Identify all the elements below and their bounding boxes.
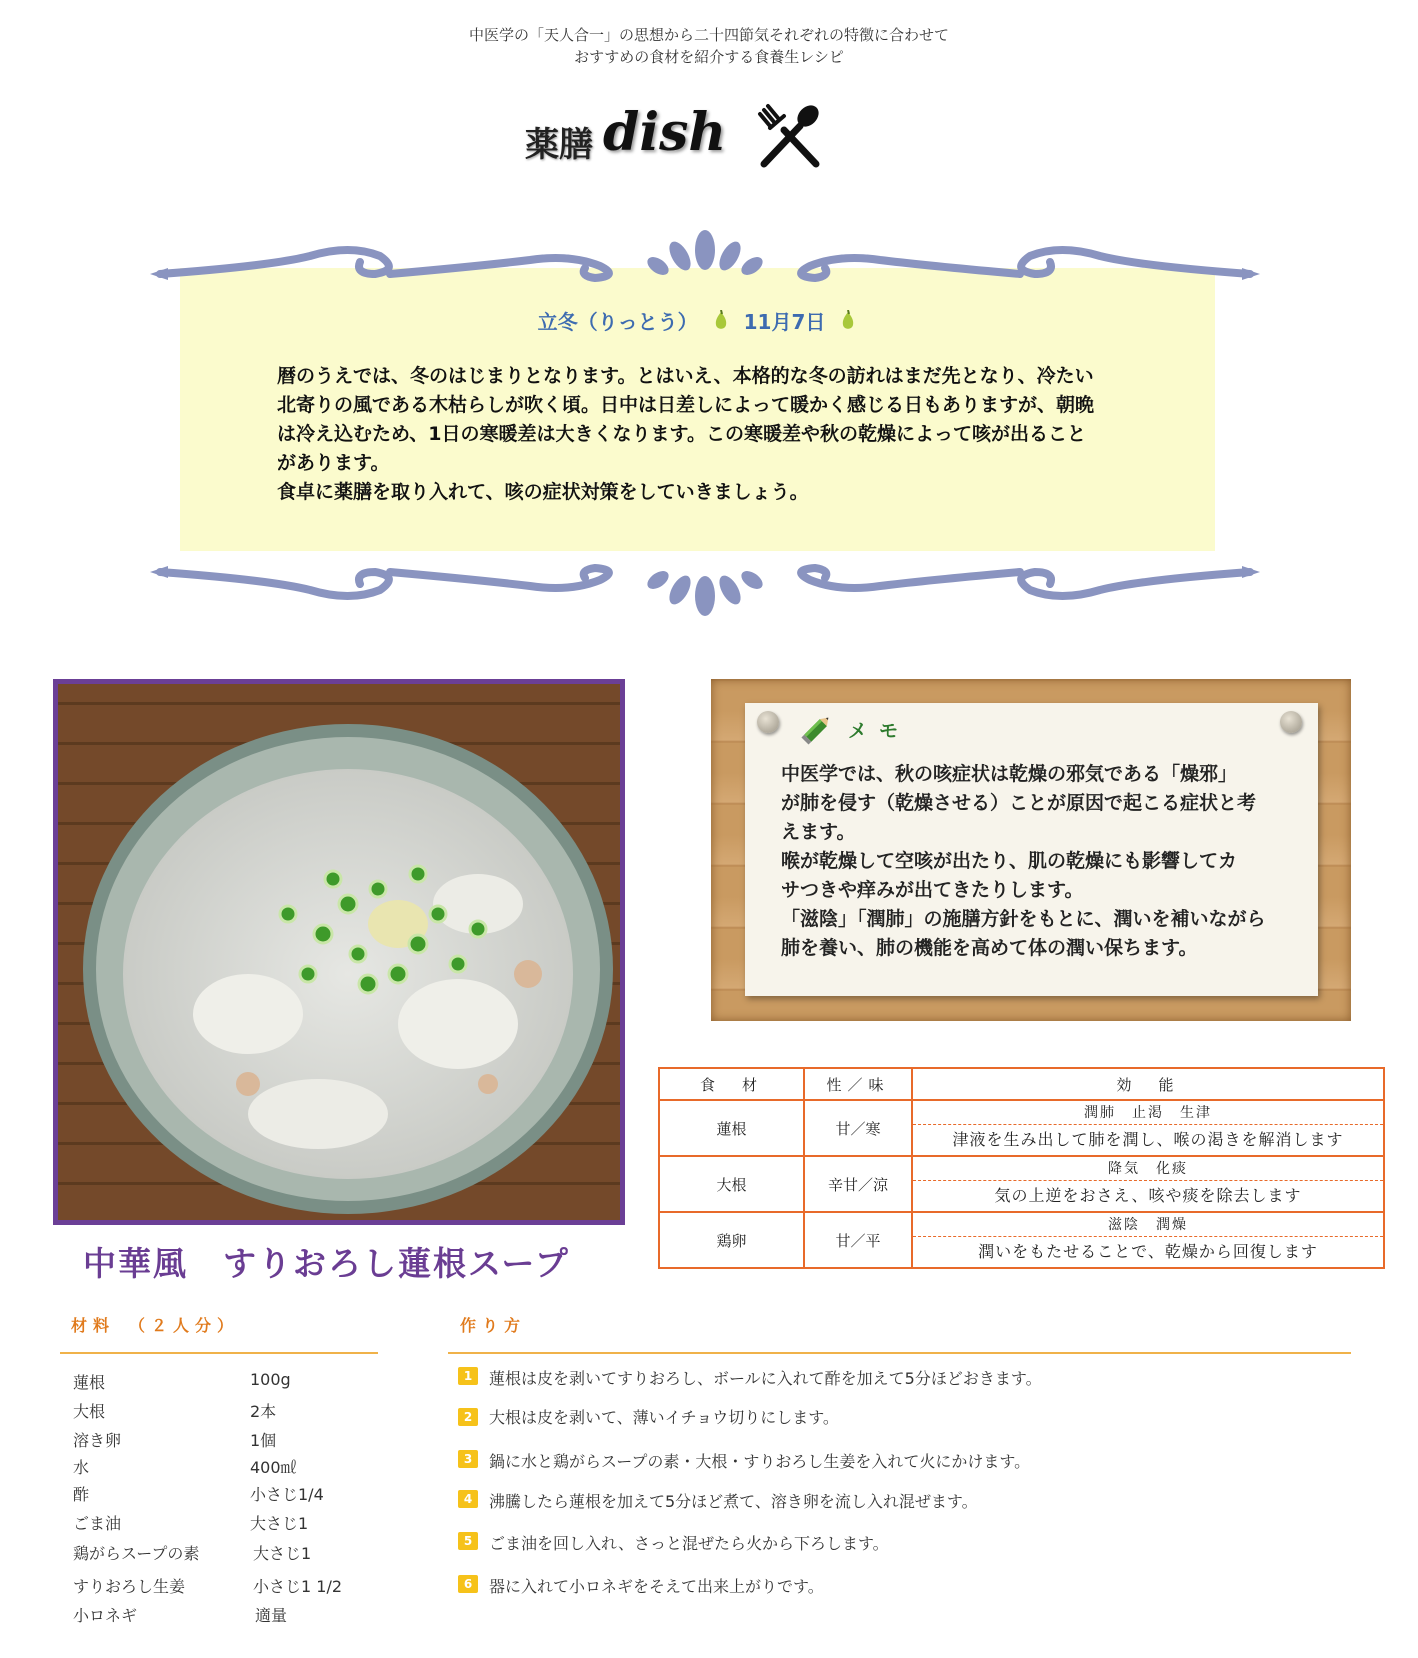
step-text: 沸騰したら蓮根を加えて5分ほど煮て、溶き卵を流し入れ混ぜます。 — [489, 1492, 978, 1511]
memo-line: えます。 — [781, 821, 856, 843]
pin-icon — [757, 711, 779, 733]
memo-line: 喉が乾燥して空咳が出たり、肌の乾燥にも影響してカ — [781, 850, 1238, 872]
efficacy-desc: 津液を生み出して肺を潤し、喉の渇きを解消します — [952, 1129, 1344, 1149]
header-efficacy: 効 能 — [912, 1068, 1384, 1100]
ingredients-rule — [60, 1352, 378, 1354]
tagline-line-1: 中医学の「天人合一」の思想から二十四節気それぞれの特徴に合わせて — [468, 26, 949, 44]
ingredient-item-qty: 100g — [250, 1370, 291, 1389]
efficacy-title: 降気 化痰 — [913, 1158, 1383, 1181]
efficacy-desc: 気の上逆をおさえ、咳や痰を除去します — [994, 1185, 1302, 1205]
season-line: 食卓に薬膳を取り入れて、咳の症状対策をしていきましょう。 — [277, 481, 809, 503]
season-date: 11月7日 — [743, 310, 826, 334]
memo-line: 「滋陰」「潤肺」の施膳方針をもとに、潤いを補いながら — [781, 908, 1266, 930]
memo-line: サつきや痒みが出てきたりします。 — [781, 879, 1084, 901]
dish-title: 中華風 すりおろし蓮根スープ — [83, 1244, 570, 1283]
steps-label: 作り方 — [460, 1316, 527, 1335]
step-number-badge: 5 — [458, 1532, 478, 1550]
ingredient-item-qty: 1個 — [250, 1431, 277, 1450]
logo-en: dish — [603, 102, 727, 163]
ingredient-item-name: ごま油 — [73, 1514, 122, 1533]
season-line: があります。 — [277, 452, 390, 474]
efficacy-cell — [912, 1156, 1384, 1212]
step-text: 大根は皮を剥いて、薄いイチョウ切りにします。 — [489, 1408, 839, 1427]
ingredients-label: 材料 （２人分） — [71, 1316, 240, 1335]
memo-line: 肺を養い、肺の機能を高めて体の潤い保ちます。 — [781, 937, 1198, 959]
ingredient-item-qty: 大さじ1 — [253, 1544, 312, 1563]
ingredient-item-qty: 小さじ1 1/2 — [253, 1577, 343, 1596]
step-number-badge: 3 — [458, 1450, 478, 1468]
pencil-icon — [800, 712, 834, 746]
memo-heading — [800, 712, 910, 746]
efficacy-cell — [912, 1212, 1384, 1268]
memo-line: 中医学では、秋の咳症状は乾燥の邪気である「燥邪」 — [781, 763, 1238, 785]
pear-icon — [839, 310, 857, 332]
memo-body — [781, 760, 1301, 963]
ingredient-item-qty: 400㎖ — [250, 1458, 297, 1477]
memo-title: メモ — [848, 719, 911, 742]
logo-ja: 薬膳 — [525, 125, 593, 165]
ingredient-item-qty: 2本 — [250, 1402, 277, 1421]
ingredient-item-qty: 大さじ1 — [250, 1514, 309, 1533]
banner-bottom-ornament — [150, 560, 1260, 620]
table-header-row — [659, 1068, 1384, 1100]
ingredient-item-name: 大根 — [73, 1402, 106, 1421]
ingredient-item-name: すりおろし生姜 — [73, 1577, 186, 1596]
fork-spoon-icon — [754, 102, 826, 170]
step-text: 器に入れて小ロネギをそえて出来上がりです。 — [489, 1577, 824, 1596]
nature-taste: 甘／平 — [804, 1212, 912, 1268]
efficacy-desc: 潤いをもたせることで、乾燥から回復します — [978, 1241, 1318, 1261]
step-text: ごま油を回し入れ、さっと混ぜたら火から下ろします。 — [489, 1534, 889, 1553]
step-number-badge: 1 — [458, 1367, 478, 1385]
ingredient-item-name: 小ロネギ — [73, 1606, 138, 1625]
table-row — [659, 1156, 1384, 1212]
soup-bowl-image — [58, 684, 620, 1220]
efficacy-table — [658, 1067, 1385, 1269]
steps-rule — [448, 1352, 1351, 1354]
step-text: 蓮根は皮を剥いてすりおろし、ボールに入れて酢を加えて5分ほどおきます。 — [489, 1369, 1042, 1388]
ingredient-item-qty: 小さじ1/4 — [250, 1485, 324, 1504]
header-nature-taste: 性／味 — [804, 1068, 912, 1100]
nature-taste: 甘／寒 — [804, 1100, 912, 1156]
nature-taste: 辛甘／涼 — [804, 1156, 912, 1212]
season-line: は冷え込むため、1日の寒暖差は大きくなります。この寒暖差や秋の乾燥によって咳が出ること — [277, 423, 1086, 445]
ingredient-name: 大根 — [659, 1156, 804, 1212]
ingredient-item-name: 鶏がらスープの素 — [73, 1544, 200, 1563]
efficacy-title: 潤肺 止渇 生津 — [913, 1102, 1383, 1125]
step-number-badge: 2 — [458, 1408, 478, 1426]
ingredient-item-name: 溶き卵 — [73, 1431, 122, 1450]
ingredient-item-name: 蓮根 — [73, 1373, 106, 1392]
logo — [525, 95, 826, 170]
ingredient-item-name: 水 — [73, 1458, 90, 1477]
dish-photo — [53, 679, 625, 1225]
season-line: 北寄りの風である木枯らしが吹く頃。日中は日差しによって暖かく感じる日もありますが、朝晩 — [277, 394, 1095, 416]
tagline — [0, 24, 1418, 68]
step-number-badge: 4 — [458, 1490, 478, 1508]
header-ingredient: 食 材 — [659, 1068, 804, 1100]
table-row — [659, 1100, 1384, 1156]
ingredient-item-name: 酢 — [73, 1485, 90, 1504]
season-heading — [180, 306, 1215, 335]
pear-icon — [712, 310, 730, 332]
step-text: 鍋に水と鶏がらスープの素・大根・すりおろし生姜を入れて火にかけます。 — [489, 1452, 1031, 1471]
table-row — [659, 1212, 1384, 1268]
efficacy-cell — [912, 1100, 1384, 1156]
pin-icon — [1280, 711, 1302, 733]
ingredient-name: 鶏卵 — [659, 1212, 804, 1268]
tagline-line-2: おすすめの食材を紹介する食養生レシピ — [574, 48, 844, 66]
ingredient-name: 蓮根 — [659, 1100, 804, 1156]
ingredient-item-qty: 適量 — [255, 1606, 288, 1625]
memo-line: が肺を侵す（乾燥させる）ことが原因で起こる症状と考 — [781, 792, 1257, 814]
season-description — [277, 362, 1157, 507]
season-line: 暦のうえでは、冬のはじまりとなります。とはいえ、本格的な冬の訪れはまだ先となり、冷たい — [277, 365, 1094, 387]
step-number-badge: 6 — [458, 1575, 478, 1593]
season-name: 立冬（りっとう） — [537, 310, 698, 334]
efficacy-title: 滋陰 潤燥 — [913, 1214, 1383, 1237]
banner-top-ornament — [150, 226, 1260, 286]
